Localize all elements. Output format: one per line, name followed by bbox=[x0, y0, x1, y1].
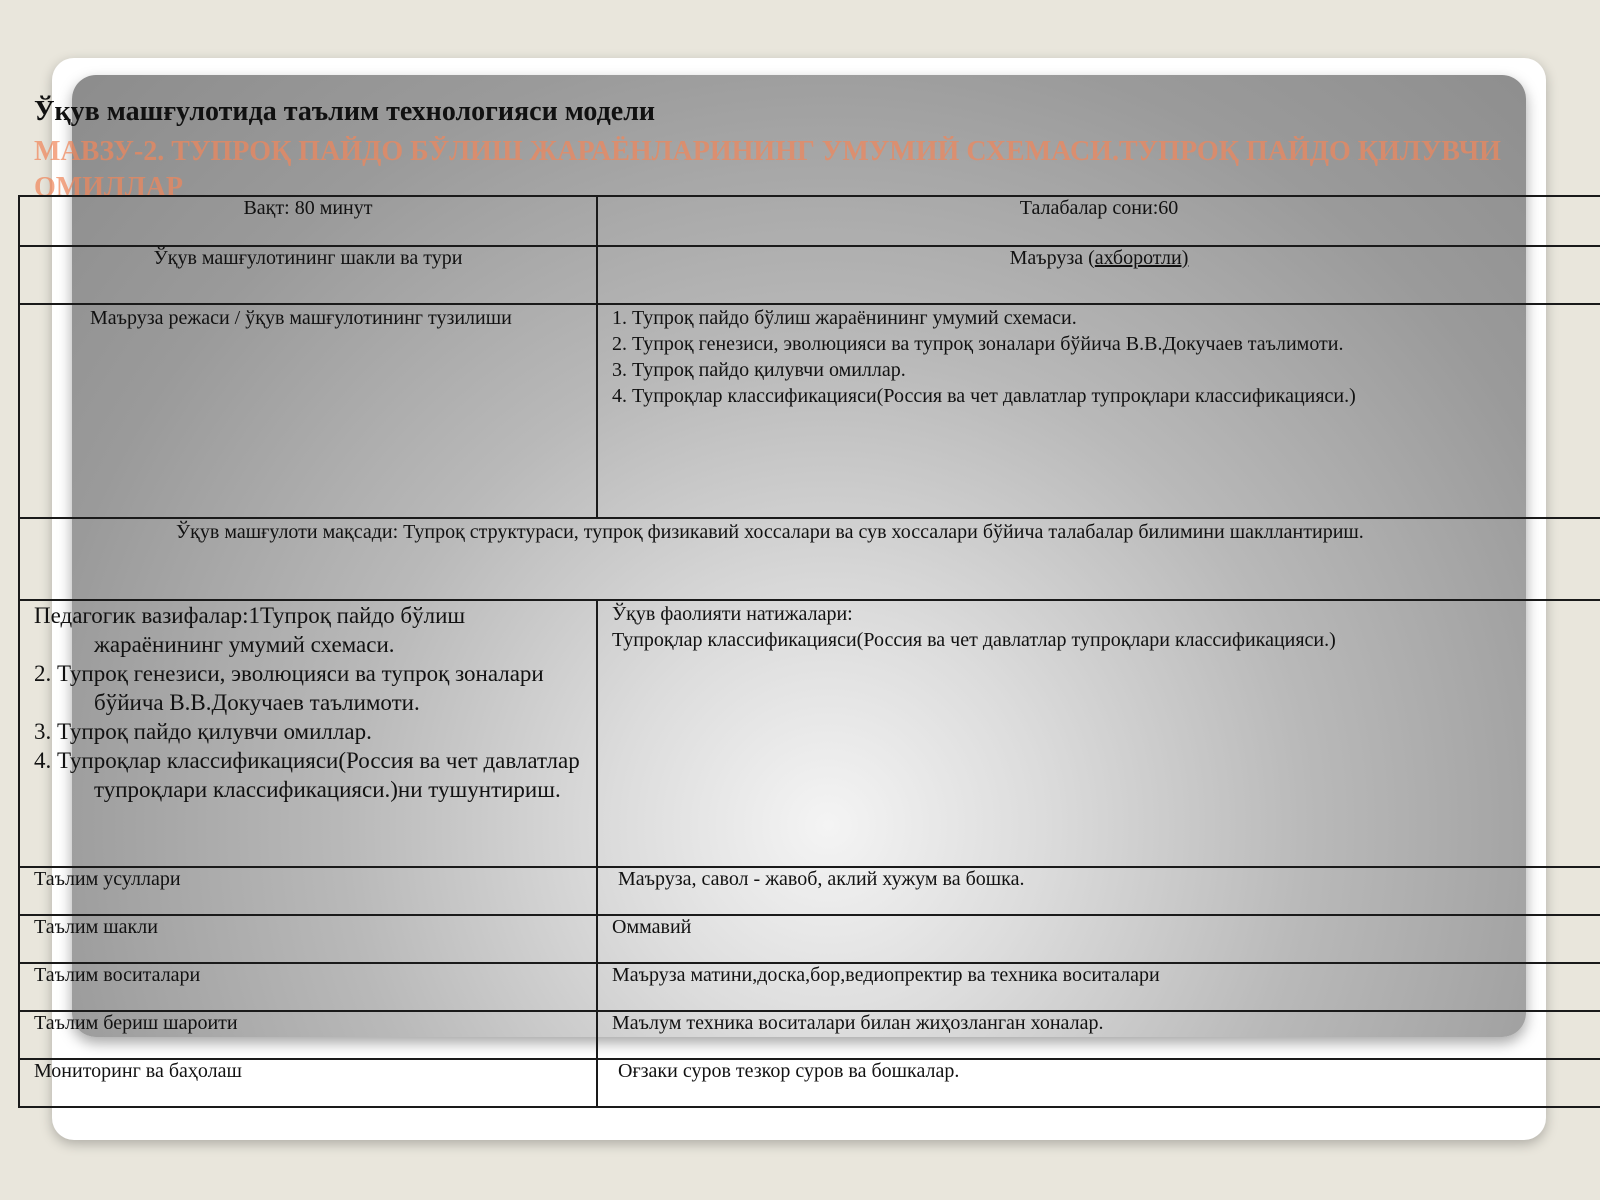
table-row bbox=[19, 246, 1600, 304]
plan-items-cell bbox=[597, 304, 1600, 518]
row-label: Мониторинг ва баҳолаш bbox=[19, 1059, 597, 1107]
table-row bbox=[19, 963, 1600, 1011]
table-row bbox=[19, 1059, 1600, 1107]
list-item: 2. Тупроқ генезиси, эволюцияси ва тупроқ зоналари бўйича В.В.Докучаев таълимоти. bbox=[34, 661, 544, 715]
plan-label: Маъруза режаси / ўқув машғулотининг тузилиши bbox=[90, 307, 512, 329]
row-label: Таълим шакли bbox=[19, 915, 597, 963]
row-value-text: Маъруза, савол - жавоб, аклий хужум ва бошка. bbox=[618, 868, 1025, 890]
table-row bbox=[19, 867, 1600, 915]
goal-cell bbox=[19, 518, 1600, 600]
list-item: 3. Тупроқ пайдо қилувчи омиллар. bbox=[34, 719, 372, 744]
list-item: 2. Тупроқ генезиси, эволюцияси ва тупроқ зоналари бўйича В.В.Докучаев таълимоти. bbox=[612, 333, 1344, 355]
lesson-plan-table bbox=[18, 195, 1600, 1108]
table-row bbox=[19, 915, 1600, 963]
list-item: 4. Тупроқлар классификацияси(Россия ва чет давлатлар тупроқлари классификацияси.) bbox=[612, 385, 1356, 407]
tasks-cell bbox=[19, 600, 597, 867]
table-row bbox=[19, 1011, 1600, 1059]
list-item: 3. Тупроқ пайдо қилувчи омиллар. bbox=[612, 359, 906, 381]
row-label: Таълим усуллари bbox=[19, 867, 597, 915]
form-value-cell bbox=[597, 246, 1600, 304]
tasks-list bbox=[34, 601, 582, 804]
table-row bbox=[19, 518, 1600, 600]
goal-text: Ўқув машғулоти мақсади: Тупроқ структураси, тупроқ физикавий хоссалари ва сув хоссалари бўйича талабалар билимини шакллантириш. bbox=[176, 521, 1364, 543]
form-value-link[interactable]: ахборотли) bbox=[1094, 247, 1189, 269]
list-item: 1. Тупроқ пайдо бўлиш жараёнининг умумий схемаси. bbox=[612, 307, 1077, 329]
row-value: Маълум техника воситалари билан жиҳозланган хоналар. bbox=[597, 1011, 1600, 1059]
table-row bbox=[19, 600, 1600, 867]
slide-subtitle: МАВЗУ-2. ТУПРОҚ ПАЙДО БЎЛИШ ЖАРАЁНЛАРИНИНГ УМУМИЙ СХЕМАСИ.ТУПРОҚ ПАЙДО ҚИЛУВЧИ ОМИЛЛАР bbox=[34, 136, 1501, 203]
row-value bbox=[597, 867, 1600, 915]
plan-label-cell bbox=[19, 304, 597, 518]
results-label: Ўқув фаолияти натижалари: bbox=[612, 603, 853, 625]
row-value: Маъруза матини,доска,бор,ведиопректир ва техника воситалари bbox=[597, 963, 1600, 1011]
time-cell: Вақт: 80 минут bbox=[19, 196, 597, 246]
plan-list bbox=[612, 305, 1586, 409]
list-item: Педагогик вазифалар:1Тупроқ пайдо бўлиш жараёнининг умумий схемаси. bbox=[34, 603, 466, 657]
slide-title: Ўқув машғулотида таълим технологияси модели bbox=[34, 96, 656, 127]
table-row bbox=[19, 304, 1600, 518]
form-value-text: Маъруза ( bbox=[1009, 247, 1095, 269]
row-value: Оммавий bbox=[597, 915, 1600, 963]
row-value bbox=[597, 1059, 1600, 1107]
row-label: Таълим бериш шароити bbox=[19, 1011, 597, 1059]
row-label: Таълим воситалари bbox=[19, 963, 597, 1011]
row-value-text: Оғзаки суров тезкор суров ва бошкалар. bbox=[618, 1060, 960, 1082]
list-item: 4. Тупроқлар классификацияси(Россия ва чет давлатлар тупроқлари классификацияси.)ни тушунтириш. bbox=[34, 748, 580, 802]
students-cell: Талабалар сони:60 bbox=[597, 196, 1600, 246]
table-row bbox=[19, 196, 1600, 246]
form-label-cell: Ўқув машғулотининг шакли ва тури bbox=[19, 246, 597, 304]
results-cell bbox=[597, 600, 1600, 867]
results-value: Тупроқлар классификацияси(Россия ва чет давлатлар тупроқлари классификацияси.) bbox=[612, 629, 1336, 651]
